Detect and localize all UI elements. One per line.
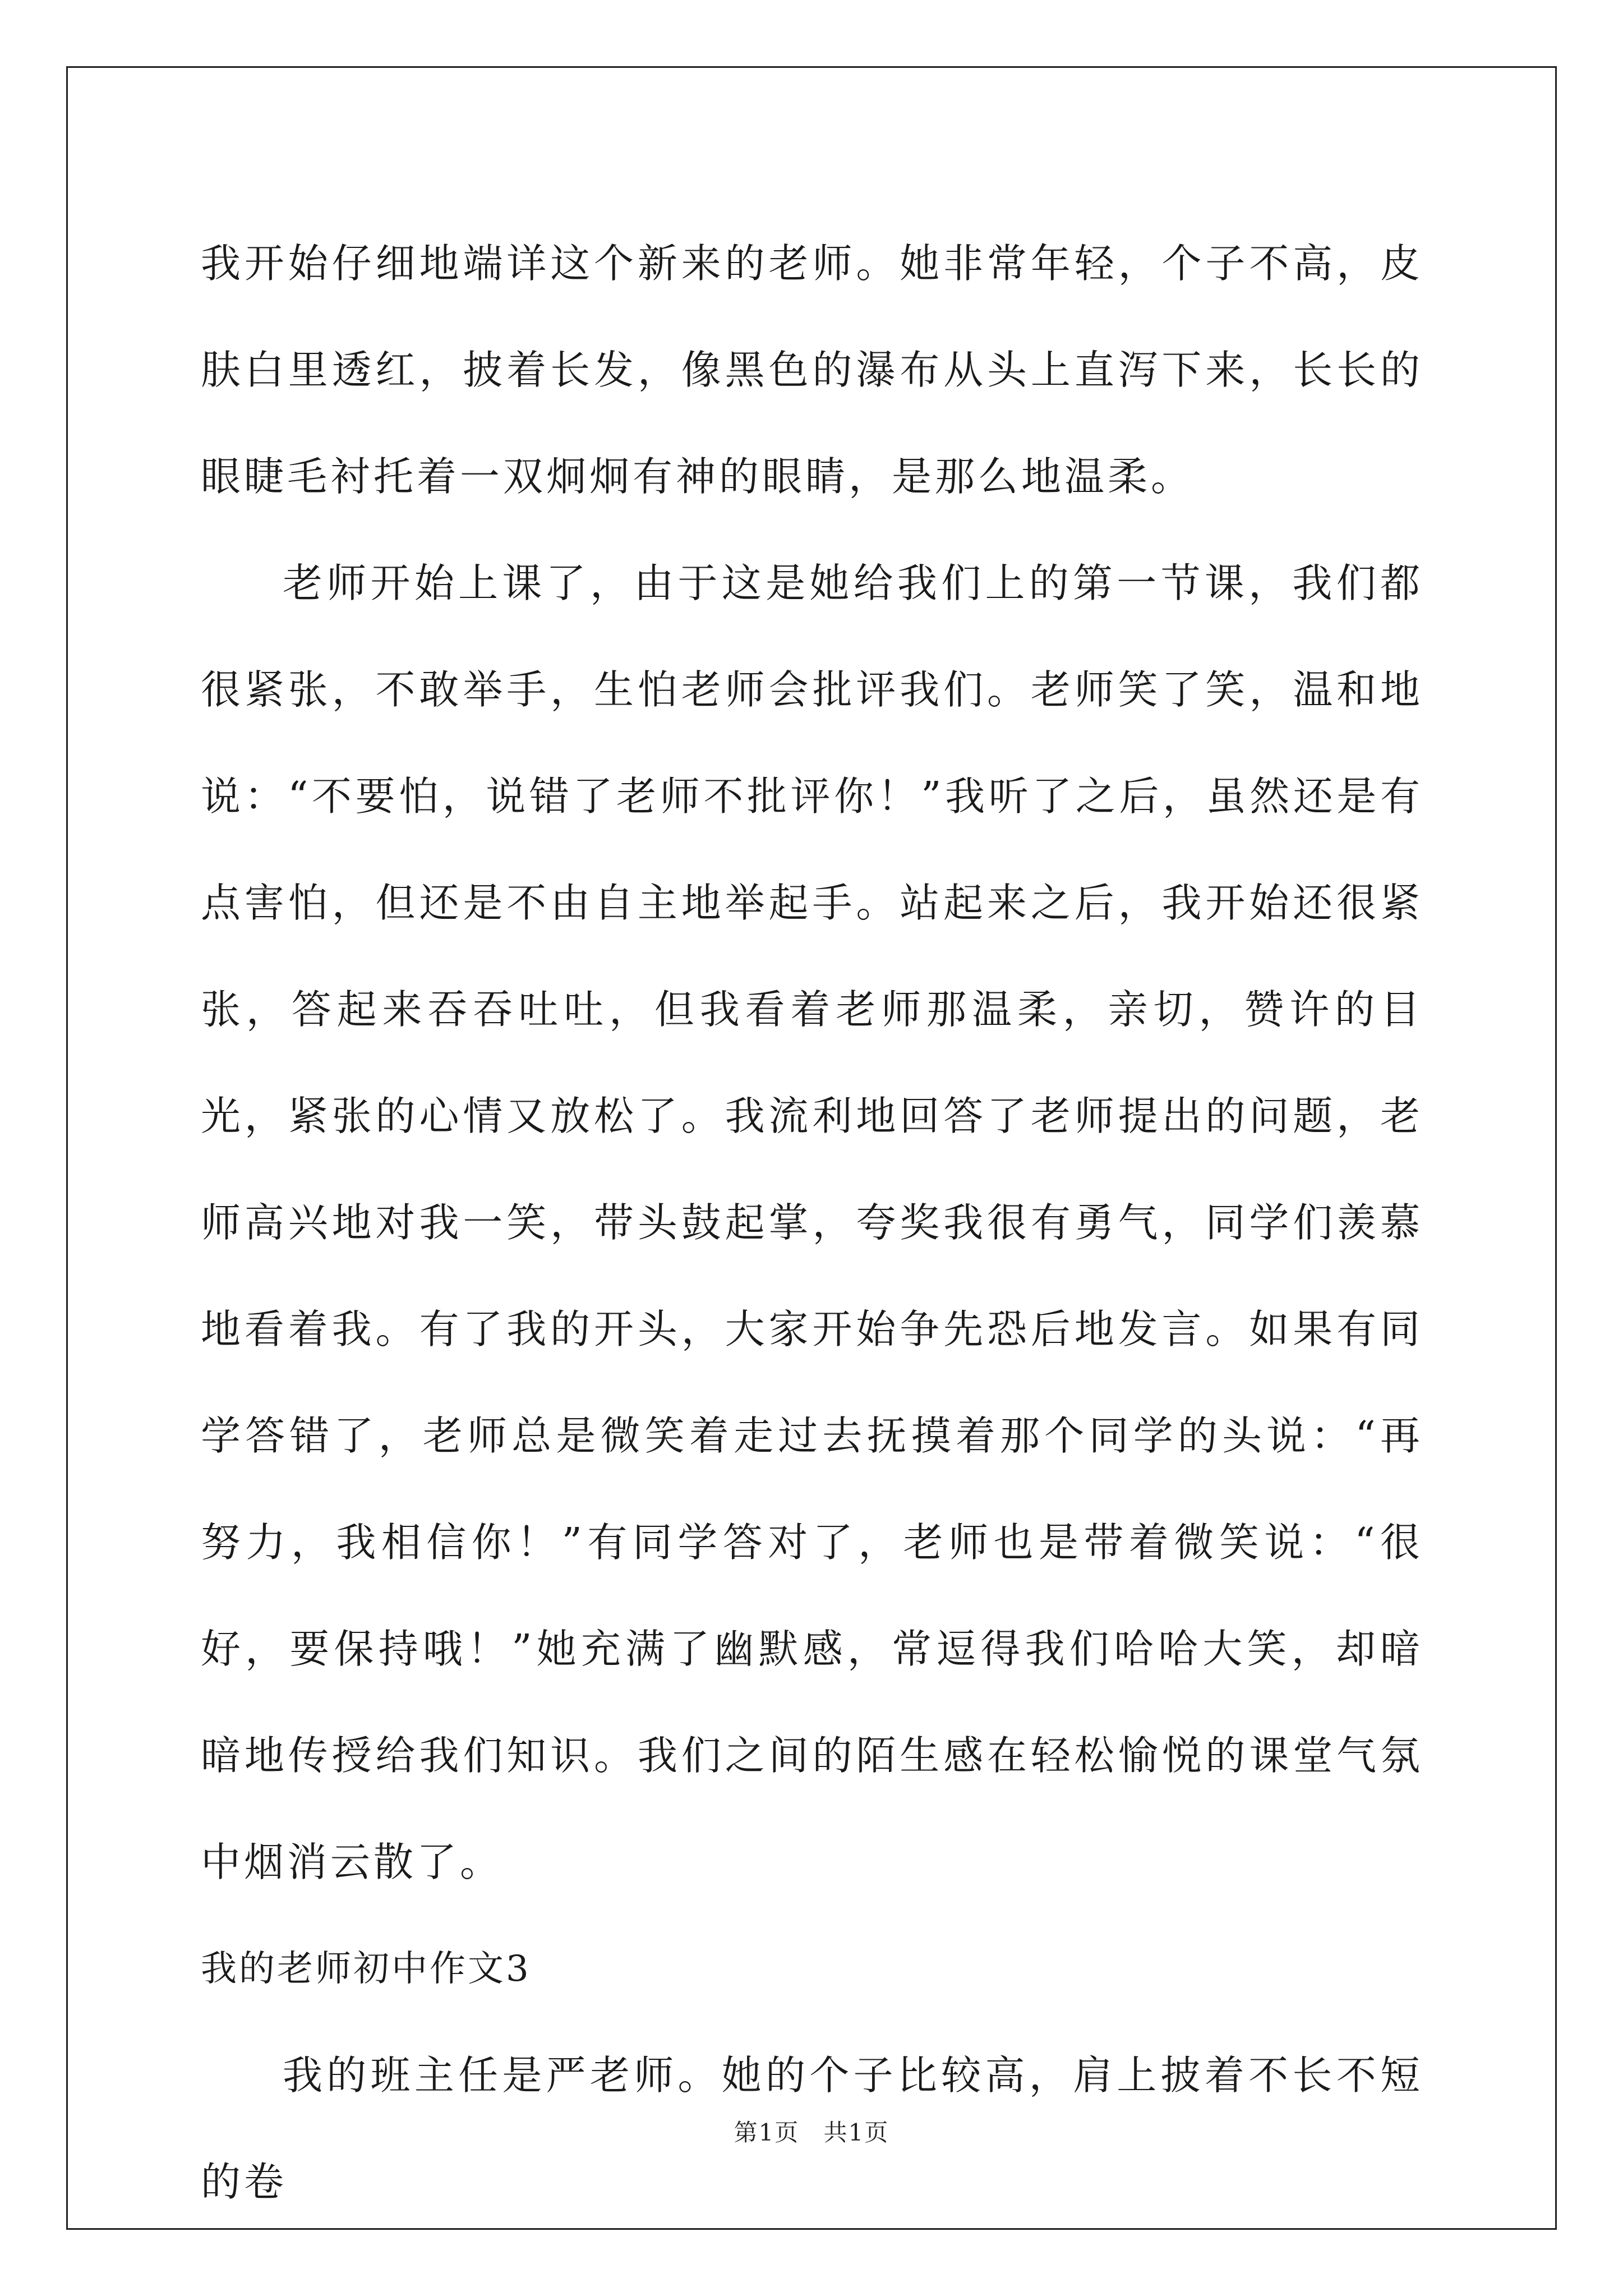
- paragraph-2: 老师开始上课了，由于这是她给我们上的第一节课，我们都很紧张，不敢举手，生怕老师会批评我们。老师笑了笑，温和地说：“不要怕，说错了老师不批评你！”我听了之后，虽然还是有点害怕，但还是不由自主地举起手。站起来之后，我开始还很紧张，答起来吞吞吐吐，但我看着老师那温柔，亲切，赞许的目光，紧张的心情又放松了。我流利地回答了老师提出的问题，老师高兴地对我一笑，带头鼓起掌，夸奖我很有勇气，同学们羡慕地看着我。有了我的开头，大家开始争先恐后地发言。如果有同学答错了，老师总是微笑着走过去抚摸着那个同学的头说：“再努力，我相信你！”有同学答对了，老师也是带着微笑说：“很好，要保持哦！”她充满了幽默感，常逗得我们哈哈大笑，却暗暗地传授给我们知识。我们之间的陌生感在轻松愉悦的课堂气氛中烟消云散了。: [201, 560, 1423, 1885]
- page-footer: [0, 2116, 1623, 2150]
- document-body: [201, 210, 1423, 2235]
- page-total: 共1页: [823, 2119, 889, 2146]
- paragraph-3: 我的班主任是严老师。她的个子比较高，肩上披着不长不短的卷: [201, 2052, 1423, 2205]
- section-heading: 我的老师初中作文3: [201, 1948, 531, 1990]
- paragraph-1: 我开始仔细地端详这个新来的老师。她非常年轻，个子不高，皮肤白里透红，披着长发，像黑色的瀑布从头上直泻下来，长长的眼睫毛衬托着一双炯炯有神的眼睛，是那么地温柔。: [201, 240, 1423, 500]
- page-number: 第1页: [734, 2119, 800, 2146]
